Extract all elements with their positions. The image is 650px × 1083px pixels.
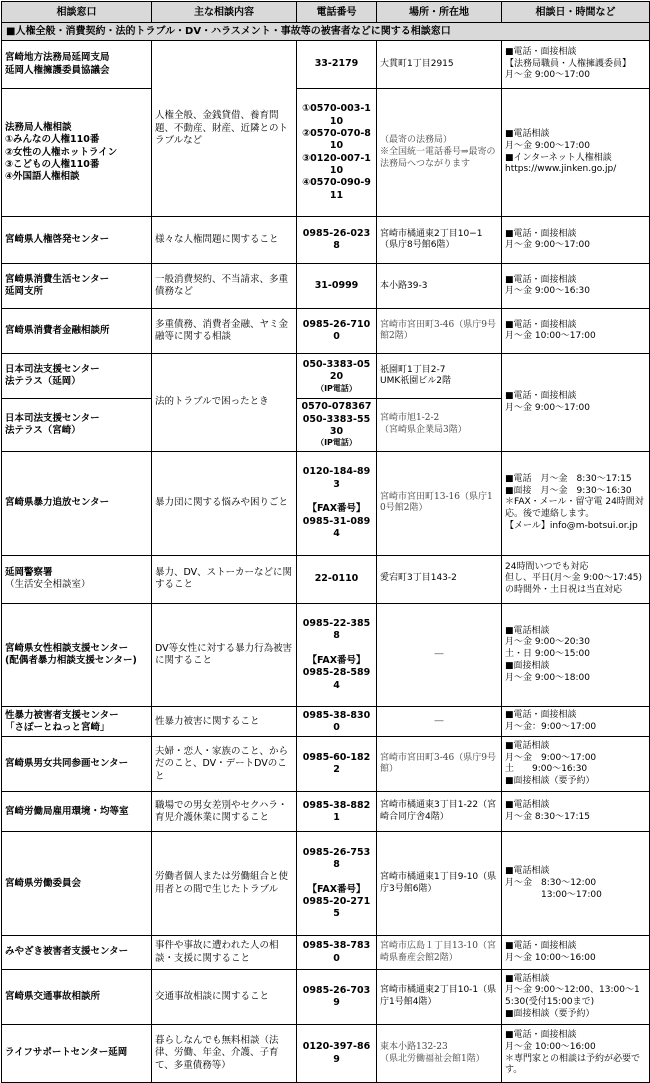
window-name: 宮崎県暴力追放センター [2, 451, 152, 555]
phone-number: 33-2179 [297, 41, 377, 89]
content-cell: 暮らしなんでも無料相談（法律、労働、年金、介護、子育て、多重債務等） [152, 1025, 297, 1083]
phone-number: 050-3383-0520 （IP電話） [297, 354, 377, 399]
table-row [2, 603, 650, 707]
window-name: 日本司法支援センター 法テラス（延岡） [2, 354, 152, 399]
address: 宮崎市広島１丁目13-10（宮崎県畜産会館2階） [377, 936, 502, 970]
window-name: 宮崎県人権啓発センター [2, 217, 152, 264]
window-name: 日本司法支援センター 法テラス（宮崎） [2, 399, 152, 451]
phone-number: 0985-26-7100 [297, 309, 377, 354]
address: 東本小路132-23 （県北労働福祉会館1階） [377, 1025, 502, 1083]
window-name: 法務局人権相談 ①みんなの人権110番 ②女性の人権ホットライン ③こどもの人権110番 ④外国語人権相談 [2, 89, 152, 217]
content-cell: 多重債務、消費者金融、ヤミ金融等に関する相談 [152, 309, 297, 354]
hours: ■電話相談 月～金 8:30～17:15 [502, 792, 650, 832]
table-row [2, 936, 650, 970]
table-row [2, 792, 650, 832]
header-address: 場所・所在地 [377, 2, 502, 23]
address: 宮崎市旭1-2-2 （宮崎県企業局3階） [377, 399, 502, 451]
address: ― [377, 603, 502, 707]
address: 本小路39-3 [377, 264, 502, 309]
phone-number: 0985-22-3858 【FAX番号】 0985-28-5894 [297, 603, 377, 707]
content-cell: 法的トラブルで困ったとき [152, 354, 297, 451]
phone-number: ①0570-003-110 ②0570-070-810 ③0120-007-110 ④0570-090-911 [297, 89, 377, 217]
phone-number: 31-0999 [297, 264, 377, 309]
address: 宮崎市橘通東3丁目1-22（宮崎合同庁舎4階） [377, 792, 502, 832]
window-name: 宮崎県消費生活センター 延岡支所 [2, 264, 152, 309]
window-name: 性暴力被害者支援センター 「さぽーとねっと宮崎」 [2, 707, 152, 737]
consultation-table [1, 1, 650, 1083]
phone-number: 0985-26-7039 [297, 970, 377, 1025]
phone-number: 0985-60-1822 [297, 737, 377, 792]
content-cell: 交通事故相談に関すること [152, 970, 297, 1025]
phone-number: 0985-26-0238 [297, 217, 377, 264]
phone-number: 0985-38-8300 [297, 707, 377, 737]
content-cell: DV等女性に対する暴力行為被害に関すること [152, 603, 297, 707]
address: 宮崎市宮田町3-46（県庁9号館2階） [377, 309, 502, 354]
window-name: みやざき被害者支援センター [2, 936, 152, 970]
address: 愛宕町3丁目143-2 [377, 555, 502, 603]
hours: 24時間いつでも対応 但し、平日(月～金 9:00～17:45)の時間外・土日祝は当直対応 [502, 555, 650, 603]
phone-number: 0120-184-893 【FAX番号】 0985-31-0894 [297, 451, 377, 555]
content-cell: 職場での男女差別やセクハラ・育児介護休業に関すること [152, 792, 297, 832]
table-row [2, 555, 650, 603]
table-row [2, 451, 650, 555]
table-row [2, 737, 650, 792]
header-phone: 電話番号 [297, 2, 377, 23]
hours: ■電話・面接相談 月～金 9:00～17:00 [502, 354, 650, 451]
window-name: 宮崎労働局雇用環境・均等室 [2, 792, 152, 832]
table-row [2, 41, 650, 89]
address: （最寄の法務局） ※全国統一電話番号⇒最寄の法務局へつながります [377, 89, 502, 217]
header-window: 相談窓口 [2, 2, 152, 23]
window-name: 宮崎県消費者金融相談所 [2, 309, 152, 354]
table-row [2, 89, 650, 217]
content-cell: 人権全般、金銭貸借、養育問題、不動産、財産、近隣とのトラブルなど [152, 41, 297, 217]
window-name: 宮崎地方法務局延岡支局 延岡人権擁護委員協議会 [2, 41, 152, 89]
hours: ■電話・面接相談 月～金 10:00～16:00 [502, 936, 650, 970]
table-row [2, 217, 650, 264]
content-cell: 夫婦・恋人・家族のこと、からだのこと、DV・デートDVのこと [152, 737, 297, 792]
address: 宮崎市橘通東1丁目9-10（県庁3号館6階） [377, 832, 502, 936]
hours: ■電話・面接相談 月～金 10:00～17:00 [502, 309, 650, 354]
table-row [2, 970, 650, 1025]
content-cell: 暴力団に関する悩みや困りごと [152, 451, 297, 555]
header-content: 主な相談内容 [152, 2, 297, 23]
address: 祇園町1丁目2-7 UMK祇園ビル2階 [377, 354, 502, 399]
phone-number: 22-0110 [297, 555, 377, 603]
address: 宮崎市橘通東2丁目10−1（県庁8号館6階） [377, 217, 502, 264]
address: 宮崎市橘通東2丁目10-1（県庁1号館4階） [377, 970, 502, 1025]
hours: ■電話・面接相談 【法務局職員・人権擁護委員】 月～金 9:00～17:00 [502, 41, 650, 89]
content-cell: 暴力、DV、ストーカーなどに関すること [152, 555, 297, 603]
phone-number: 0570-078367 050-3383-5530 （IP電話） [297, 399, 377, 451]
hours: ■電話相談 月～金 9:00～17:00 ■インターネット人権相談 https://www.jinken.go.jp/ [502, 89, 650, 217]
table-row [2, 832, 650, 936]
address: 大貫町1丁目2915 [377, 41, 502, 89]
phone-number: 0985-38-8821 [297, 792, 377, 832]
window-name: ライフサポートセンター延岡 [2, 1025, 152, 1083]
section-title: ■人権全般・消費契約・法的トラブル・DV・ハラスメント・事故等の被害者などに関する相談窓口 [2, 23, 650, 41]
header-hours: 相談日・時間など [502, 2, 650, 23]
hours: ■電話・面接相談 月～金 9:00～16:30 [502, 264, 650, 309]
address: 宮崎市宮田町13-16（県庁10号館2階） [377, 451, 502, 555]
table-row [2, 309, 650, 354]
hours: ■電話相談 月～金 9:00～17:00 土 9:00～16:30 ■面接相談（要予約） [502, 737, 650, 792]
hours: ■電話・面接相談 月～金 9:00～17:00 [502, 217, 650, 264]
content-cell: 性暴力被害に関すること [152, 707, 297, 737]
table-row [2, 707, 650, 737]
window-name: 宮崎県女性相談支援センター (配偶者暴力相談支援センター) [2, 603, 152, 707]
content-cell: 一般消費契約、不当請求、多重債務など [152, 264, 297, 309]
phone-number: 0120-397-869 [297, 1025, 377, 1083]
hours: ■電話・面接相談 月～金 10:00～16:00 ＊専門家との相談は予約が必要です。 [502, 1025, 650, 1083]
hours: ■電話相談 月～金 8:30～12:00 13:00～17:00 [502, 832, 650, 936]
phone-number: 0985-38-7830 [297, 936, 377, 970]
phone-number: 0985-26-7538 【FAX番号】 0985-20-2715 [297, 832, 377, 936]
content-cell: 労働者個人または労働組合と使用者との間で生じたトラブル [152, 832, 297, 936]
header-row [2, 2, 650, 23]
address: 宮崎市宮田町3-46（県庁9号館） [377, 737, 502, 792]
window-name: 延岡警察署 （生活安全相談室） [2, 555, 152, 603]
table-row [2, 1025, 650, 1083]
address: ― [377, 707, 502, 737]
window-name: 宮崎県男女共同参画センター [2, 737, 152, 792]
hours: ■電話 月～金 8:30～17:15 ■面接 月～金 9:30～16:30 ＊FAX・メール・留守電 24時間対応。後で連絡します。 【メール】info@m-botsui.or.jp [502, 451, 650, 555]
hours: ■電話相談 月～金 9:00～12:00、13:00～15:30(受付15:00まで) ■面接相談（要予約） [502, 970, 650, 1025]
content-cell: 様々な人権問題に関すること [152, 217, 297, 264]
table-row [2, 264, 650, 309]
hours: ■電話相談 月～金 9:00～20:30 土・日 9:00～15:00 ■面接相談 月～金 9:00～18:00 [502, 603, 650, 707]
content-cell: 事件や事故に遭われた人の相談・支援に関すること [152, 936, 297, 970]
table-row [2, 354, 650, 399]
window-name: 宮崎県交通事故相談所 [2, 970, 152, 1025]
hours: ■電話・面接相談 月～金：9:00～17:00 [502, 707, 650, 737]
window-name: 宮崎県労働委員会 [2, 832, 152, 936]
